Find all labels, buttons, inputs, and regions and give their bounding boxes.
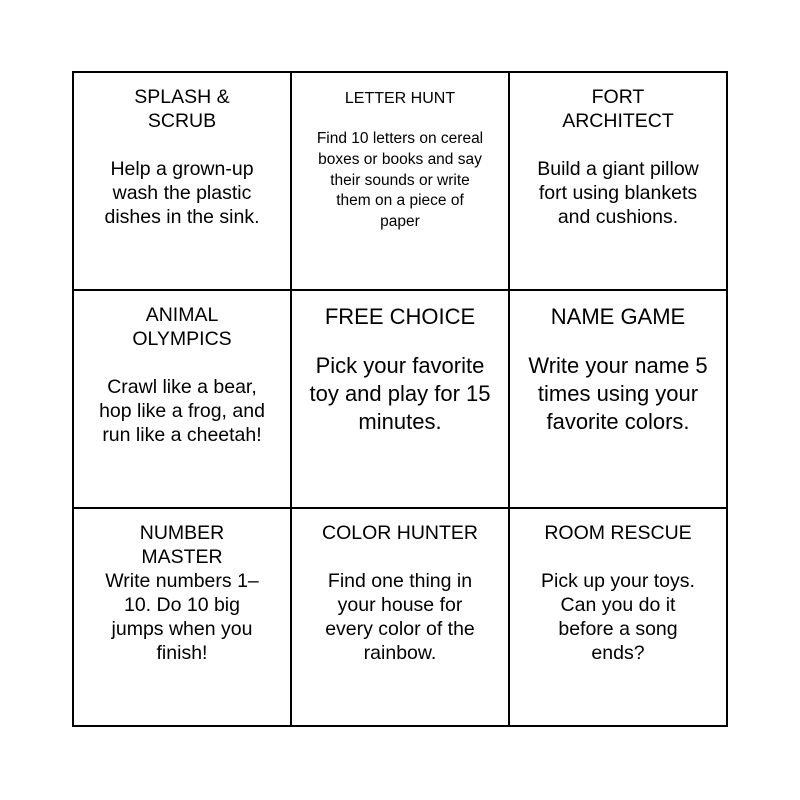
bingo-cell-number-master[interactable]	[74, 509, 292, 727]
cell-description: Write your name 5 times using your favorite colors.	[528, 353, 708, 434]
bingo-cell-splash-scrub[interactable]	[74, 73, 292, 291]
cell-description: Help a grown-up wash the plastic dishes in the sink.	[104, 158, 260, 228]
cell-title: NUMBER MASTER	[139, 522, 225, 568]
cell-title: SPLASH & SCRUB	[134, 86, 230, 132]
cell-description: Pick your favorite toy and play for 15 minutes.	[309, 353, 491, 434]
bingo-cell-room-rescue[interactable]	[510, 509, 728, 727]
cell-description: Find one thing in your house for every color of the rainbow.	[325, 570, 475, 664]
cell-description: Write numbers 1–10. Do 10 big jumps when you finish!	[105, 570, 259, 664]
cell-title: COLOR HUNTER	[321, 522, 478, 544]
cell-title: ROOM RESCUE	[544, 522, 692, 544]
bingo-cell-free-choice[interactable]	[292, 291, 510, 509]
cell-description: Find 10 letters on cereal boxes or books and say their sounds or write them on a piece of paper	[316, 130, 484, 231]
cell-title: ANIMAL OLYMPICS	[132, 304, 232, 350]
cell-title: FREE CHOICE	[324, 304, 476, 329]
cell-title: LETTER HUNT	[344, 90, 456, 107]
bingo-cell-fort-architect[interactable]	[510, 73, 728, 291]
cell-description: Crawl like a bear, hop like a frog, and run like a cheetah!	[99, 376, 265, 446]
bingo-board	[72, 71, 728, 727]
cell-description: Build a giant pillow fort using blankets and cushions.	[537, 158, 699, 228]
bingo-cell-letter-hunt[interactable]	[292, 73, 510, 291]
cell-title: FORT ARCHITECT	[562, 86, 674, 132]
cell-description: Pick up your toys. Can you do it before a song ends?	[541, 570, 695, 664]
bingo-cell-name-game[interactable]	[510, 291, 728, 509]
cell-title: NAME GAME	[550, 304, 686, 329]
bingo-cell-color-hunter[interactable]	[292, 509, 510, 727]
bingo-cell-animal-olympics[interactable]	[74, 291, 292, 509]
